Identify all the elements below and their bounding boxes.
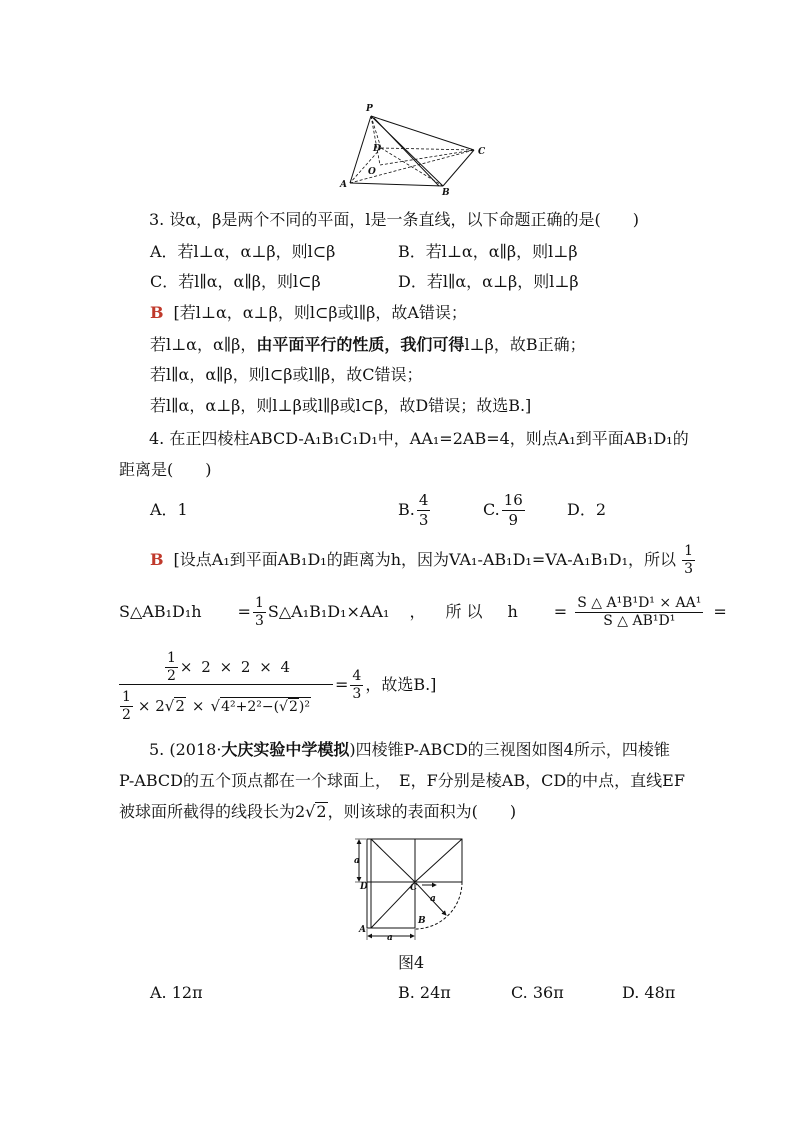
q4-option-c [483, 488, 527, 532]
q5-stem-line3 [119, 801, 516, 823]
q3-answer-line2 [150, 334, 586, 356]
numerator-product: × 2 × 2 × 4 [179, 658, 291, 676]
big-fraction-denominator [118, 687, 311, 725]
label-a: A [340, 180, 347, 190]
big-radicand-post: )² [298, 698, 310, 715]
q4-option-b [398, 488, 432, 532]
fraction-numerator: 16 [503, 490, 523, 509]
q3-stem: 3. 设α，β是两个不同的平面，l是一条直线，以下命题正确的是( ) [149, 210, 640, 229]
sqrt-sign: √ [210, 697, 221, 715]
label-c: C [478, 147, 486, 157]
label-d: D [373, 144, 381, 154]
q3-option-d: D．若l∥α，α⊥β，则l⊥β [398, 272, 579, 291]
half-fraction [165, 650, 178, 685]
q5-stem-line1 [149, 739, 670, 761]
conclusion-text: ，故选B.] [365, 675, 437, 694]
edge-bc [443, 150, 474, 186]
fraction-numerator: 4 [418, 490, 429, 509]
q5-radicand: 2 [316, 802, 327, 821]
q4-answer-third-fraction [682, 543, 695, 578]
fraction-denominator: 9 [508, 510, 519, 529]
front-diagonal-left [371, 839, 415, 882]
q3-option-a: A．若l⊥α，α⊥β，则l⊂β [150, 242, 336, 261]
edge-db [381, 148, 443, 186]
q4-option-a: A．1 [150, 500, 188, 519]
q5-stem-line3-pre: 被球面所截得的线段长为2√ [119, 802, 316, 821]
half-fraction [120, 689, 133, 724]
equals-sign: = [335, 675, 349, 694]
q4-option-b-fraction [417, 491, 431, 530]
q5-source: 大庆实验中学模拟 [221, 740, 350, 759]
big-radicand [220, 697, 311, 716]
three-view-figure [350, 832, 470, 946]
q5-stem-line3-post: ，则该球的表面积为( ) [327, 802, 517, 821]
label-a: A [359, 925, 366, 935]
inner-radicand: 2 [288, 698, 298, 715]
comma: ， [409, 602, 426, 621]
denominator-text-1: × 2√ [137, 697, 175, 715]
q4-answer-letter: B [150, 550, 164, 569]
big-fraction-numerator [163, 650, 290, 684]
figure-caption: 图4 [398, 953, 425, 972]
q3-option-c: C．若l∥α，α∥β，则l⊂β [150, 272, 321, 291]
label-b: B [442, 188, 450, 198]
q3-answer-line2-c: l⊥β，故B正确； [464, 335, 586, 354]
radicand-2: 2 [175, 697, 185, 715]
fraction-numerator: S △ A¹B¹D¹ × AA¹ [577, 594, 702, 611]
q3-answer-line4: 若l∥α，α⊥β，则l⊥β或l∥β或l⊂β，故D错误；故选B.] [150, 396, 532, 415]
q5-stem-line1-a: 5. (2018· [149, 740, 222, 759]
q4-option-c-label: C. [483, 500, 500, 519]
q4-option-c-fraction [502, 491, 525, 530]
q4-option-d: D．2 [567, 500, 607, 519]
q3-option-b: B．若l⊥α，α∥β，则l⊥β [398, 242, 578, 261]
edge-ab [350, 183, 443, 186]
fraction-denominator: 3 [418, 510, 429, 529]
q3-answer-line1 [150, 302, 467, 324]
edge-pc [371, 116, 474, 150]
fraction-denominator: S △ AB¹D¹ [603, 612, 676, 629]
fraction-numerator: 1 [684, 542, 693, 559]
q4-stem-line1: 4. 在正四棱柱ABCD-A₁B₁C₁D₁中，AA₁=2AB=4，则点A₁到平面AB₁D₁的 [149, 429, 689, 448]
equals-sign: = [237, 602, 251, 621]
height-variable: h [507, 602, 518, 621]
big-radicand-pre: 4²+2²−(√ [221, 698, 288, 715]
q4-option-b-label: B. [398, 500, 415, 519]
q4-answer-text: [设点A₁到平面AB₁D₁的距离为h，因为VA₁-AB₁D₁=VA-A₁B₁D₁，所以 [173, 550, 677, 569]
label-d: D [360, 882, 368, 892]
edge-dc [381, 148, 474, 150]
equals-sign: = [713, 602, 727, 621]
q4-stem-line2: 距离是( ) [119, 460, 212, 479]
fraction-numerator: 1 [122, 688, 131, 705]
third-fraction [253, 595, 266, 630]
label-a-left: a [354, 856, 360, 866]
area-ratio-fraction [575, 595, 703, 630]
times-sign: × [191, 697, 205, 715]
front-diagonal-right [415, 839, 462, 882]
volume-rhs: S△A₁B₁D₁×AA₁ [267, 602, 390, 621]
label-p: P [366, 104, 373, 114]
q3-answer-line2-b: 由平面平行的性质，我们可得 [256, 335, 465, 354]
fraction-denominator: 3 [254, 612, 264, 629]
fraction-denominator: 2 [122, 706, 131, 723]
q3-answer-text: [若l⊥α，α⊥β，则l⊂β或l∥β，故A错误； [173, 303, 467, 322]
q5-stem-line1-c: )四棱锥P-ABCD的三视图如图4所示，四棱锥 [349, 740, 670, 759]
fraction-numerator: 1 [167, 649, 176, 666]
big-fraction-result [335, 663, 436, 707]
q3-answer-line2-a: 若l⊥α，α∥β， [150, 335, 257, 354]
fraction-numerator: 4 [352, 667, 362, 684]
edge-oc [380, 150, 474, 165]
q5-option-b: B. 24π [398, 983, 451, 1002]
label-c: C [410, 883, 418, 893]
q4-answer-line2 [119, 590, 727, 634]
q5-option-a: A. 12π [150, 983, 203, 1002]
fraction-denominator: 3 [684, 560, 693, 577]
label-a-bottom: a [387, 933, 393, 943]
therefore-word: 所以 [445, 602, 488, 621]
q4-answer-line1 [150, 538, 697, 582]
q5-option-c: C. 36π [511, 983, 564, 1002]
volume-lhs: S△AB₁D₁h [119, 602, 202, 621]
fraction-denominator: 3 [352, 685, 362, 702]
fraction-denominator: 2 [167, 667, 176, 684]
q5-stem-line2: P-ABCD的五个顶点都在一个球面上， E，F分别是棱AB，CD的中点，直线EF [119, 771, 685, 790]
label-b: B [418, 916, 426, 926]
q5-option-d: D. 48π [622, 983, 676, 1002]
q3-answer-line3: 若l∥α，α∥β，则l⊂β或l∥β，故C错误； [150, 365, 423, 384]
label-a-arc: a [430, 894, 436, 904]
q3-answer-letter: B [150, 303, 164, 322]
top-view-diagonal [371, 882, 415, 928]
label-o: O [368, 167, 376, 177]
big-fraction-bar [119, 684, 333, 685]
equals-sign: = [553, 602, 568, 621]
fraction-numerator: 1 [254, 594, 264, 611]
result-fraction [350, 668, 363, 703]
pyramid-figure [330, 98, 500, 202]
